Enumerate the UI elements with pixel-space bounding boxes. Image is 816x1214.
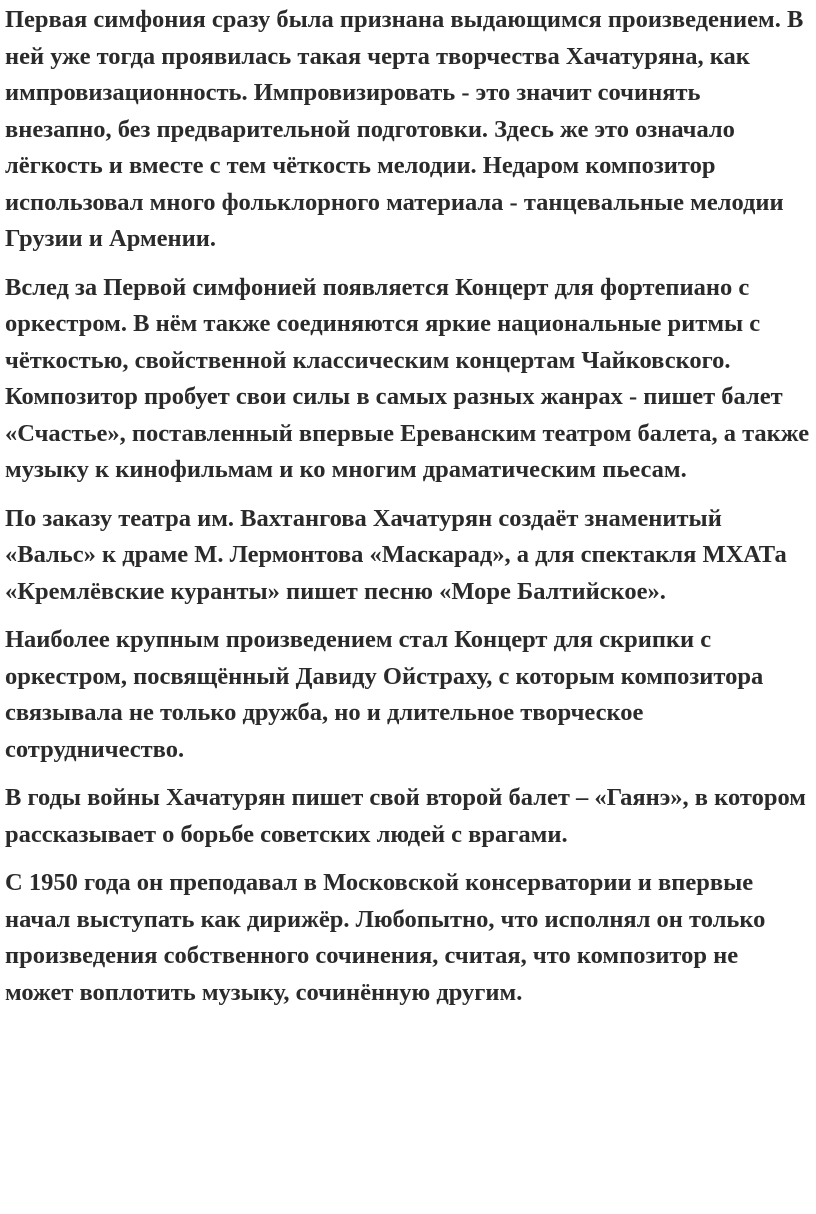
paragraph-gayane-ballet: В годы войны Хачатурян пишет свой второй балет – «Гаянэ», в котором рассказывает о борьбе советских людей с врагами. [5,784,806,848]
paragraph-piano-concerto: Вслед за Первой симфонией появляется Концерт для фортепиано с оркестром. В нём также соединяются яркие национальные ритмы с чёткостью, свойственной классическим концертам Чайковского. Композитор пробует свои силы в самых разных жанрах - пишет балет «Счастье», поставленный впервые Ереванским театром балета, а также музыку к кинофильмам и ко многим драматическим пьесам. [5,273,810,483]
paragraph-first-symphony: Первая симфония сразу была признана выдающимся произведением. В ней уже тогда проявилась такая черта творчества Хачатуряна, как импровизационность. Импровизировать - это значит сочинять внезапно, без предварительной подготовки. Здесь же это означало лёгкость и вместе с тем чёткость мелодии. Недаром композитор использовал много фольклорного материала - танцевальные мелодии Грузии и Армении. [5,6,804,252]
paragraph-waltz-masquerade: По заказу театра им. Вахтангова Хачатурян создаёт знаменитый «Вальс» к драме М. Лермонтова «Маскарад», а для спектакля МХАТа «Кремлёвские куранты» пишет песню «Море Балтийское». [5,504,787,605]
paragraph-conservatory: С 1950 года он преподавал в Московской консерватории и впервые начал выступать как дирижёр. Любопытно, что исполнял он только произведения собственного сочинения, считая, что композитор не может воплотить музыку, сочинённую другим. [5,869,766,1006]
paragraph-violin-concerto: Наиболее крупным произведением стал Концерт для скрипки с оркестром, посвящённый Давиду Ойстраху, с которым композитора связывала не только дружба, но и длительное творческое сотрудничество. [5,626,764,763]
